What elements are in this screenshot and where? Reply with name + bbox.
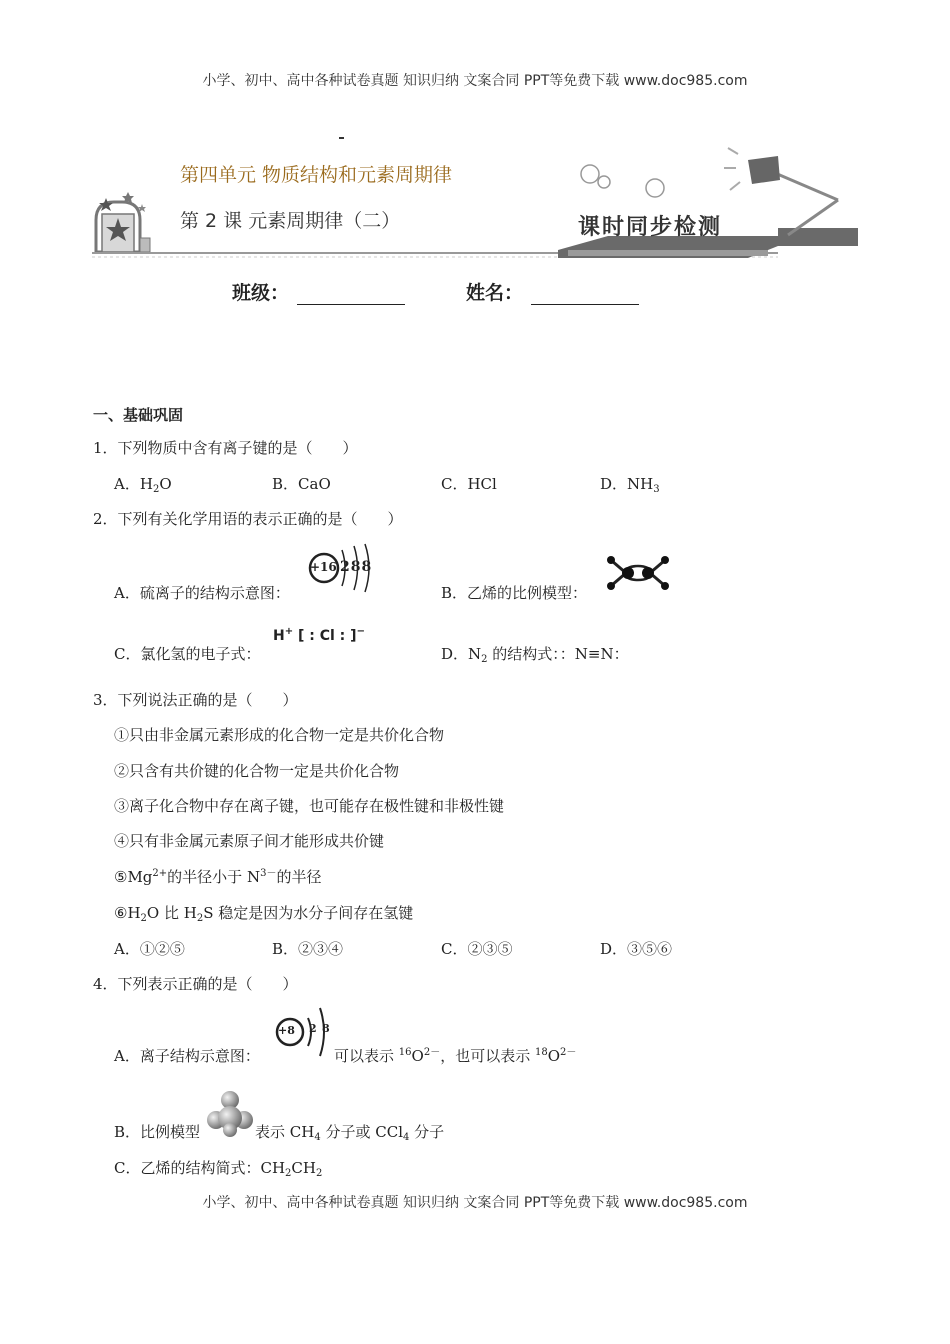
desk-lamp-icon (724, 148, 838, 235)
q4-option-b-text: 表示 $CH_4$ 分子或 CCl$_4$ 分子 (255, 1123, 445, 1143)
hcl-electron-formula: H+ [ : Cl : ]− (273, 626, 365, 644)
q2-stem: 2．下列有关化学用语的表示正确的是（ ） (93, 510, 403, 528)
banner-graphic (88, 140, 868, 265)
q1-option-b: B．CaO (272, 475, 331, 493)
class-blank[interactable] (297, 284, 405, 305)
q3-statement-3: ③离子化合物中存在离子键，也可能存在极性键和非极性键 (114, 797, 505, 815)
q1-stem: 1．下列物质中含有离子键的是（ ） (93, 439, 358, 457)
q1-option-c: C．HCl (441, 475, 497, 493)
name-field (466, 278, 639, 305)
unit-title: 第四单元 物质结构和元素周期律 (180, 164, 453, 186)
q3-option-a: A．①②⑤ (114, 940, 185, 958)
q3-statement-5: $⑤Mg^{2+}$的半径小于 $N^{3-}$的半径 (114, 868, 322, 886)
q3-option-d: D．③⑤⑥ (600, 940, 673, 958)
sulfur-ion-diagram: +16 288 (306, 540, 376, 596)
q2-option-a: A．硫离子的结构示意图： (114, 584, 290, 602)
q3-statement-4: ④只有非金属元素原子间才能形成共价键 (114, 832, 385, 850)
page-footer: 小学、初中、高中各种试卷真题 知识归纳 文案合同 PPT等免费下载 www.doc985.com (202, 1195, 748, 1211)
q2-option-c: C．氯化氢的电子式： (114, 645, 261, 663)
star-logo-icon (96, 192, 150, 252)
oxygen-ion-diagram: +8 2 8 (274, 1004, 334, 1060)
q2-option-d: D．$N_2$ 的结构式：：N≡N： (441, 645, 629, 665)
q4-stem: 4．下列表示正确的是（ ） (93, 975, 298, 993)
q2-option-b: B．乙烯的比例模型： (441, 584, 588, 602)
page-header: 小学、初中、高中各种试卷真题 知识归纳 文案合同 PPT等免费下载 www.doc985.com (202, 73, 748, 89)
section-badge: 课时同步检测 (578, 214, 723, 240)
q3-statement-1: ①只由非金属元素形成的化合物一定是共价化合物 (114, 726, 445, 744)
lesson-title: 第 2 课 元素周期律（二） (180, 210, 401, 232)
class-field (232, 278, 405, 305)
section-title: 一、基础巩固 (93, 406, 184, 424)
q4-option-c: C．乙烯的结构简式：$CH_2CH_2$ (114, 1159, 323, 1179)
name-label: 姓名： (466, 282, 524, 304)
q1-option-a: A．$H_2O$ (114, 475, 172, 495)
q1-option-d: D．$NH_3$ (600, 475, 660, 495)
q4-option-a-label: A．离子结构示意图： (114, 1047, 260, 1065)
q3-statement-2: ②只含有共价键的化合物一定是共价化合物 (114, 762, 400, 780)
q4-option-b-label: B．比例模型 (114, 1123, 201, 1141)
name-blank[interactable] (531, 284, 639, 305)
methane-model-icon (206, 1090, 254, 1138)
q3-option-c: C．②③⑤ (441, 940, 513, 958)
ethylene-model-icon (604, 553, 672, 593)
q4-option-a-text: 可以表示 $^{16}O^{2-}$，也可以表示 $^{18}O^{2-}$ (334, 1047, 577, 1065)
q3-stem: 3．下列说法正确的是（ ） (93, 691, 298, 709)
q3-option-b: B．②③④ (272, 940, 344, 958)
q3-statement-6: $⑥H_2O$ 比 $H_2S$ 稳定是因为水分子间存在氢键 (114, 904, 414, 924)
class-label: 班级： (232, 282, 290, 304)
